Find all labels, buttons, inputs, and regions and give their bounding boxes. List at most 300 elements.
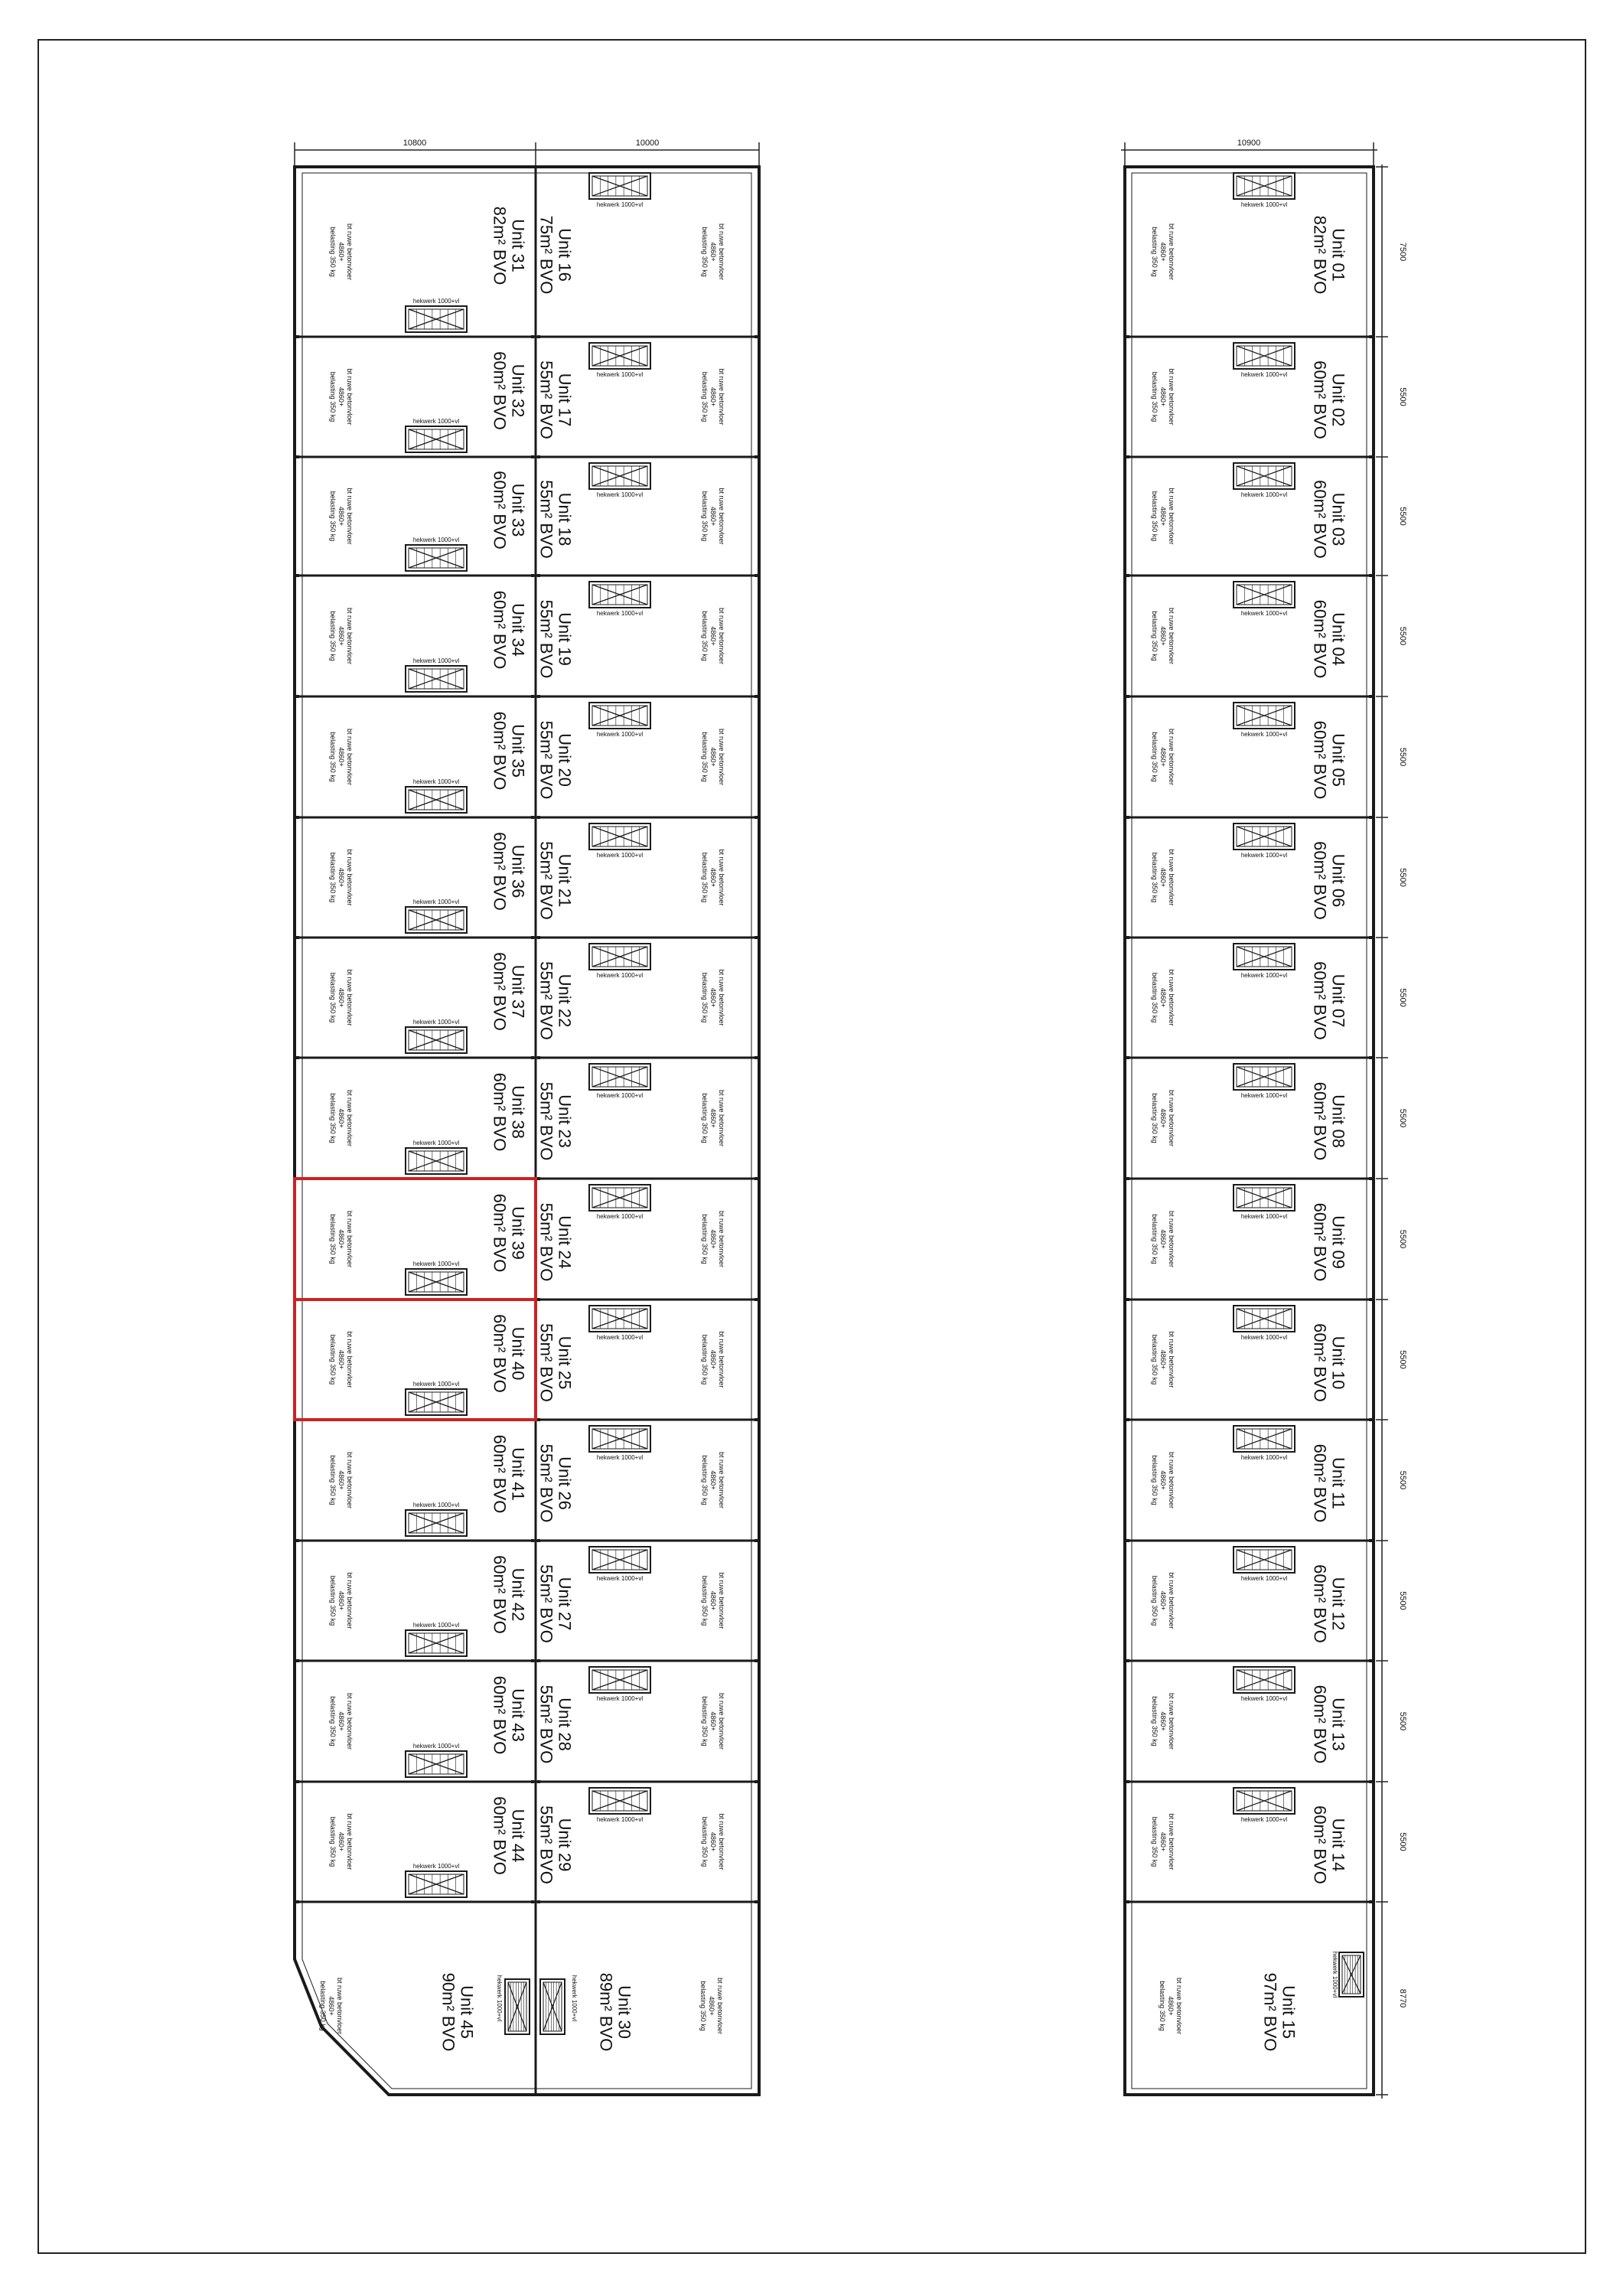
unit-cell-unit-07[interactable] xyxy=(1125,936,1374,1040)
unit-label-line-1: Unit 35 xyxy=(508,724,528,778)
unit-label-line-1: Unit 05 xyxy=(1328,733,1348,787)
railing-opening-icon xyxy=(589,173,650,199)
unit-label-line-2: 55m² BVO xyxy=(536,841,556,920)
unit-cell-unit-42[interactable] xyxy=(295,1539,536,1656)
railing-label: hekwerk 1000+vl xyxy=(1240,1092,1288,1099)
railing-opening-icon xyxy=(589,703,650,729)
floor-note-line-2: 4860+ xyxy=(337,1108,345,1128)
railing-opening-icon xyxy=(589,582,650,608)
railing-label: hekwerk 1000+vl xyxy=(412,657,460,664)
unit-cell-unit-01[interactable] xyxy=(1126,165,1372,294)
railing-label: hekwerk 1000+vl xyxy=(1240,1334,1288,1341)
dimension-label-side: 5500 xyxy=(1398,387,1407,406)
unit-cell-unit-02[interactable] xyxy=(1125,335,1374,439)
unit-cell-unit-34[interactable] xyxy=(295,574,536,692)
unit-label-line-2: 60m² BVO xyxy=(1310,480,1330,559)
railing-opening-icon xyxy=(406,1751,467,1777)
unit-label-line-2: 60m² BVO xyxy=(490,1314,510,1393)
railing-opening-icon xyxy=(406,787,467,813)
dimension-label-side: 7500 xyxy=(1398,242,1407,262)
railing-label: hekwerk 1000+vl xyxy=(596,610,644,617)
floor-note-line-1: bt ruwe betonvloer xyxy=(717,969,725,1026)
unit-cell-unit-19[interactable] xyxy=(536,574,759,678)
unit-label-line-2: 60m² BVO xyxy=(490,590,510,670)
unit-cell-unit-28[interactable] xyxy=(536,1659,759,1763)
dimension-top-west xyxy=(295,139,759,167)
units-east-column xyxy=(1125,165,1374,2051)
unit-label-line-2: 55m² BVO xyxy=(536,1081,556,1161)
floor-note-line-1: bt ruwe betonvloer xyxy=(1167,1089,1175,1147)
floor-note-line-3: belasting 350 kg xyxy=(700,972,709,1023)
floor-note-line-3: belasting 350 kg xyxy=(700,227,709,277)
floor-note-line-1: bt ruwe betonvloer xyxy=(345,1089,354,1147)
unit-label-line-1: Unit 39 xyxy=(508,1206,528,1260)
unit-cell-unit-13[interactable] xyxy=(1125,1659,1374,1763)
railing-opening-icon xyxy=(1234,1426,1295,1452)
floor-note-line-2: 4860+ xyxy=(1159,1470,1167,1490)
floor-note-line-2: 4860+ xyxy=(709,1349,717,1370)
unit-label-line-2: 60m² BVO xyxy=(490,1796,510,1875)
floor-note-line-1: bt ruwe betonvloer xyxy=(1167,223,1175,281)
unit-label-line-2: 60m² BVO xyxy=(1310,599,1330,679)
floor-note-line-3: belasting 350 kg xyxy=(328,611,337,661)
railing-label: hekwerk 1000+vl xyxy=(596,1334,644,1341)
floor-note-line-1: bt ruwe betonvloer xyxy=(345,223,354,281)
railing-opening-icon xyxy=(406,1027,467,1053)
floor-note-line-3: belasting 350 kg xyxy=(700,1696,709,1746)
floor-note-line-3: belasting 350 kg xyxy=(1150,227,1159,277)
unit-label-line-1: Unit 06 xyxy=(1328,853,1348,908)
floor-note-line-3: belasting 350 kg xyxy=(328,371,337,422)
unit-label-line-2: 55m² BVO xyxy=(536,480,556,559)
dimension-label-10000: 10000 xyxy=(635,139,660,148)
unit-cell-unit-18[interactable] xyxy=(536,455,759,559)
floor-note-line-2: 4860+ xyxy=(1159,1711,1167,1731)
unit-cell-unit-35[interactable] xyxy=(295,695,536,813)
railing-opening-icon xyxy=(1339,1952,1364,1997)
floor-note-line-2: 4860+ xyxy=(337,987,345,1008)
floor-note-line-2: 4860+ xyxy=(709,1590,717,1611)
unit-label-line-1: Unit 34 xyxy=(508,603,528,657)
floor-note-line-3: belasting 350 kg xyxy=(700,371,709,422)
floor-note-line-3: belasting 350 kg xyxy=(328,491,337,542)
unit-label-line-2: 55m² BVO xyxy=(536,720,556,800)
floor-note-line-3: belasting 350 kg xyxy=(328,852,337,903)
floor-note-line-2: 4860+ xyxy=(337,867,345,888)
unit-label-line-2: 55m² BVO xyxy=(536,1443,556,1523)
unit-cell-unit-26[interactable] xyxy=(536,1418,759,1522)
floor-note-line-1: bt ruwe betonvloer xyxy=(1167,849,1175,906)
floor-note-line-2: 4860+ xyxy=(709,867,717,888)
floor-note-line-2: 4860+ xyxy=(1159,1108,1167,1128)
floor-note-line-2: 4860+ xyxy=(337,242,345,262)
floor-note-line-1: bt ruwe betonvloer xyxy=(345,1331,354,1388)
floor-note-line-2: 4860+ xyxy=(337,1711,345,1731)
railing-label: hekwerk 1000+vl xyxy=(596,852,644,859)
floor-note-line-3: belasting 350 kg xyxy=(700,1816,709,1867)
railing-label: hekwerk 1000+vl xyxy=(496,1975,503,2022)
unit-label-line-1: Unit 17 xyxy=(555,373,575,427)
unit-cell-unit-32[interactable] xyxy=(295,335,536,452)
unit-label-line-2: 60m² BVO xyxy=(1310,360,1330,439)
railing-label: hekwerk 1000+vl xyxy=(412,899,460,905)
unit-label-line-1: Unit 24 xyxy=(555,1215,575,1269)
railing-label: hekwerk 1000+vl xyxy=(1240,1454,1288,1461)
railing-opening-icon xyxy=(1234,1788,1295,1814)
railing-label: hekwerk 1000+vl xyxy=(1240,491,1288,498)
railing-label: hekwerk 1000+vl xyxy=(596,1092,644,1099)
floor-note-line-1: bt ruwe betonvloer xyxy=(717,223,725,281)
railing-opening-icon xyxy=(589,944,650,970)
unit-label-line-1: Unit 36 xyxy=(508,844,528,899)
unit-cell-unit-16[interactable] xyxy=(536,165,758,294)
floor-note-line-3: belasting 350 kg xyxy=(328,1816,337,1867)
dimension-label-side: 5500 xyxy=(1398,1108,1407,1128)
unit-cell-unit-09[interactable] xyxy=(1125,1177,1374,1281)
railing-label: hekwerk 1000+vl xyxy=(412,418,460,425)
railing-opening-icon xyxy=(589,1185,650,1211)
unit-label-line-1: Unit 31 xyxy=(508,219,528,272)
floor-note-line-1: bt ruwe betonvloer xyxy=(345,368,354,426)
floor-note-line-2: 4860+ xyxy=(709,1229,717,1249)
floor-note-line-2: 4860+ xyxy=(709,1108,717,1128)
railing-opening-icon xyxy=(406,426,467,452)
unit-label-line-2: 60m² BVO xyxy=(1310,1081,1330,1161)
unit-label-line-1: Unit 45 xyxy=(457,1985,477,2039)
railing-opening-icon xyxy=(589,343,650,369)
floor-note-line-2: 4860+ xyxy=(709,242,717,262)
unit-cell-unit-22[interactable] xyxy=(536,936,759,1040)
unit-label-line-1: Unit 15 xyxy=(1279,1985,1299,2039)
floor-note-line-1: bt ruwe betonvloer xyxy=(1167,1572,1175,1629)
unit-label-line-2: 60m² BVO xyxy=(1310,1323,1330,1402)
railing-label: hekwerk 1000+vl xyxy=(1240,852,1288,859)
railing-label: hekwerk 1000+vl xyxy=(596,1454,644,1461)
unit-label-line-1: Unit 43 xyxy=(508,1688,528,1742)
floor-note-line-1: bt ruwe betonvloer xyxy=(345,969,354,1026)
floor-note-line-3: belasting 350 kg xyxy=(1150,732,1159,782)
unit-cell-unit-40[interactable] xyxy=(295,1298,536,1415)
unit-cell-unit-21[interactable] xyxy=(536,816,759,920)
unit-label-line-1: Unit 26 xyxy=(555,1456,575,1510)
railing-label: hekwerk 1000+vl xyxy=(412,1140,460,1146)
railing-label: hekwerk 1000+vl xyxy=(412,1743,460,1750)
railing-opening-icon xyxy=(1234,1306,1295,1332)
railing-label: hekwerk 1000+vl xyxy=(412,1622,460,1629)
unit-label-line-2: 60m² BVO xyxy=(1310,1202,1330,1282)
unit-cell-unit-25[interactable] xyxy=(536,1298,759,1402)
unit-label-line-2: 75m² BVO xyxy=(536,215,556,295)
unit-cell-unit-45[interactable] xyxy=(295,1900,536,2051)
unit-cell-unit-04[interactable] xyxy=(1125,574,1374,678)
unit-cell-unit-27[interactable] xyxy=(536,1539,759,1643)
floor-note-line-3: belasting 350 kg xyxy=(1158,1981,1166,2031)
unit-label-line-1: Unit 22 xyxy=(555,974,575,1028)
unit-label-line-2: 60m² BVO xyxy=(1310,841,1330,920)
floor-note-line-1: bt ruwe betonvloer xyxy=(345,849,354,906)
railing-label: hekwerk 1000+vl xyxy=(596,371,644,378)
railing-label: hekwerk 1000+vl xyxy=(1331,1951,1338,1998)
unit-cell-unit-29[interactable] xyxy=(536,1780,759,1884)
floor-note-line-1: bt ruwe betonvloer xyxy=(345,1692,354,1750)
floor-note-line-2: 4860+ xyxy=(337,747,345,767)
unit-label-line-2: 60m² BVO xyxy=(490,952,510,1031)
unit-cell-unit-05[interactable] xyxy=(1125,695,1374,799)
railing-label: hekwerk 1000+vl xyxy=(596,1213,644,1220)
floor-note-line-1: bt ruwe betonvloer xyxy=(345,728,354,786)
unit-cell-unit-03[interactable] xyxy=(1125,455,1374,559)
floor-note-line-3: belasting 350 kg xyxy=(328,1334,337,1385)
floor-note-line-2: 4860+ xyxy=(337,1349,345,1370)
floor-note-line-3: belasting 350 kg xyxy=(1150,1455,1159,1505)
floor-note-line-2: 4860+ xyxy=(1159,987,1167,1008)
unit-label-line-1: Unit 23 xyxy=(555,1094,575,1148)
floor-note-line-3: belasting 350 kg xyxy=(1150,1334,1159,1385)
railing-opening-icon xyxy=(406,907,467,933)
unit-label-line-2: 60m² BVO xyxy=(490,711,510,791)
floor-note-line-2: 4860+ xyxy=(337,1470,345,1490)
railing-opening-icon xyxy=(589,1306,650,1332)
floor-note-line-3: belasting 350 kg xyxy=(318,1981,327,2031)
unit-label-line-1: Unit 32 xyxy=(508,364,528,418)
railing-opening-icon xyxy=(1234,703,1295,729)
unit-label-line-1: Unit 21 xyxy=(555,853,575,908)
railing-opening-icon xyxy=(540,1979,565,2034)
floor-note-line-2: 4860+ xyxy=(1159,242,1167,262)
railing-opening-icon xyxy=(1234,1185,1295,1211)
floor-note-line-3: belasting 350 kg xyxy=(328,1214,337,1264)
railing-label: hekwerk 1000+vl xyxy=(596,201,644,208)
railing-opening-icon xyxy=(1234,944,1295,970)
units-west-column xyxy=(295,165,536,2051)
unit-label-line-2: 60m² BVO xyxy=(490,1072,510,1152)
floor-note-line-1: bt ruwe betonvloer xyxy=(717,1089,725,1147)
railing-opening-icon xyxy=(1234,1547,1295,1573)
railing-opening-icon xyxy=(589,1426,650,1452)
unit-label-line-1: Unit 20 xyxy=(555,733,575,787)
dimension-label-side: 5500 xyxy=(1398,868,1407,887)
floor-note-line-1: bt ruwe betonvloer xyxy=(1167,488,1175,545)
floor-note-line-1: bt ruwe betonvloer xyxy=(1175,1977,1183,2035)
unit-cell-unit-31[interactable] xyxy=(296,165,534,332)
unit-label-line-1: Unit 12 xyxy=(1328,1577,1348,1631)
unit-label-line-1: Unit 07 xyxy=(1328,974,1348,1028)
unit-label-line-1: Unit 14 xyxy=(1328,1818,1348,1872)
floor-note-line-3: belasting 350 kg xyxy=(328,732,337,782)
floor-note-line-3: belasting 350 kg xyxy=(1150,852,1159,903)
floor-note-line-3: belasting 350 kg xyxy=(328,1093,337,1143)
unit-label-line-2: 55m² BVO xyxy=(536,961,556,1040)
unit-label-line-2: 60m² BVO xyxy=(490,1675,510,1755)
floor-note-line-3: belasting 350 kg xyxy=(1150,1214,1159,1264)
unit-label-line-1: Unit 40 xyxy=(508,1326,528,1381)
floor-note-line-2: 4860+ xyxy=(709,626,717,646)
railing-label: hekwerk 1000+vl xyxy=(1240,1575,1288,1582)
unit-cell-unit-12[interactable] xyxy=(1125,1539,1374,1643)
floor-note-line-2: 4860+ xyxy=(709,386,717,407)
floor-note-line-1: bt ruwe betonvloer xyxy=(1167,969,1175,1026)
floor-note-line-3: belasting 350 kg xyxy=(699,1981,707,2031)
unit-cell-unit-14[interactable] xyxy=(1125,1780,1374,1884)
floor-note-line-1: bt ruwe betonvloer xyxy=(345,488,354,545)
dimension-top-east xyxy=(1121,139,1377,167)
unit-label-line-2: 60m² BVO xyxy=(1310,1684,1330,1764)
unit-cell-unit-23[interactable] xyxy=(536,1056,759,1160)
unit-label-line-1: Unit 19 xyxy=(555,612,575,666)
unit-label-line-2: 55m² BVO xyxy=(536,1684,556,1764)
floor-note-line-1: bt ruwe betonvloer xyxy=(717,368,725,426)
floor-note-line-3: belasting 350 kg xyxy=(1150,1093,1159,1143)
sheet-border xyxy=(38,40,1586,2253)
floor-note-line-1: bt ruwe betonvloer xyxy=(335,1977,344,2035)
railing-opening-icon xyxy=(589,463,650,489)
unit-cell-unit-44[interactable] xyxy=(295,1780,536,1897)
railing-label: hekwerk 1000+vl xyxy=(412,1019,460,1026)
unit-label-line-1: Unit 29 xyxy=(555,1818,575,1872)
railing-label: hekwerk 1000+vl xyxy=(596,1695,644,1702)
railing-label: hekwerk 1000+vl xyxy=(412,536,460,543)
floor-note-line-1: bt ruwe betonvloer xyxy=(1167,1813,1175,1870)
unit-cell-unit-30[interactable] xyxy=(536,1900,759,2051)
unit-cell-unit-43[interactable] xyxy=(295,1659,536,1777)
unit-cell-unit-06[interactable] xyxy=(1125,816,1374,920)
floor-note-line-1: bt ruwe betonvloer xyxy=(1167,1210,1175,1268)
floor-note-line-2: 4860+ xyxy=(337,506,345,527)
floor-note-line-3: belasting 350 kg xyxy=(700,732,709,782)
floor-note-line-1: bt ruwe betonvloer xyxy=(717,1692,725,1750)
railing-label: hekwerk 1000+vl xyxy=(596,491,644,498)
dimension-label-side: 5500 xyxy=(1398,988,1407,1007)
railing-opening-icon xyxy=(1234,582,1295,608)
unit-label-line-2: 60m² BVO xyxy=(490,832,510,911)
dimension-label-10800: 10800 xyxy=(402,139,427,148)
unit-label-line-1: Unit 25 xyxy=(555,1336,575,1390)
dimension-label-side: 5500 xyxy=(1398,1350,1407,1369)
floor-note-line-2: 4860+ xyxy=(709,987,717,1008)
unit-label-line-2: 60m² BVO xyxy=(490,471,510,550)
floor-note-line-1: bt ruwe betonvloer xyxy=(717,1813,725,1870)
dimension-label-side: 5500 xyxy=(1398,507,1407,526)
floor-note-line-2: 4860+ xyxy=(1159,386,1167,407)
railing-opening-icon xyxy=(1234,463,1295,489)
unit-label-line-1: Unit 27 xyxy=(555,1577,575,1631)
unit-cell-unit-39[interactable] xyxy=(295,1177,536,1295)
unit-cell-unit-41[interactable] xyxy=(295,1418,536,1536)
unit-label-line-2: 60m² BVO xyxy=(1310,961,1330,1040)
unit-label-line-2: 82m² BVO xyxy=(490,206,510,285)
railing-label: hekwerk 1000+vl xyxy=(1240,731,1288,738)
floor-note-line-2: 4860+ xyxy=(707,1996,715,2016)
unit-cell-unit-20[interactable] xyxy=(536,695,759,799)
floor-note-line-3: belasting 350 kg xyxy=(700,1575,709,1626)
floor-note-line-3: belasting 350 kg xyxy=(1150,1816,1159,1867)
railing-label: hekwerk 1000+vl xyxy=(412,778,460,785)
unit-label-line-2: 60m² BVO xyxy=(1310,1564,1330,1643)
floor-note-line-2: 4860+ xyxy=(1159,1831,1167,1852)
unit-label-line-2: 82m² BVO xyxy=(1310,215,1330,295)
unit-label-line-1: Unit 13 xyxy=(1328,1698,1348,1751)
floor-note-line-1: bt ruwe betonvloer xyxy=(1167,1331,1175,1388)
unit-cell-unit-17[interactable] xyxy=(536,335,759,439)
unit-label-line-2: 60m² BVO xyxy=(1310,1805,1330,1884)
unit-label-line-1: Unit 03 xyxy=(1328,492,1348,546)
dimension-label-side: 5500 xyxy=(1398,1711,1407,1731)
floor-note-line-3: belasting 350 kg xyxy=(700,1093,709,1143)
unit-cell-unit-33[interactable] xyxy=(295,455,536,571)
unit-cell-unit-08[interactable] xyxy=(1125,1056,1374,1160)
unit-label-line-1: Unit 42 xyxy=(508,1567,528,1622)
unit-cell-unit-10[interactable] xyxy=(1125,1298,1374,1402)
unit-cell-unit-36[interactable] xyxy=(295,816,536,933)
unit-label-line-1: Unit 30 xyxy=(614,1985,634,2039)
railing-opening-icon xyxy=(589,1667,650,1693)
floor-note-line-1: bt ruwe betonvloer xyxy=(717,1572,725,1629)
railing-opening-icon xyxy=(406,306,467,332)
railing-label: hekwerk 1000+vl xyxy=(412,1863,460,1870)
railing-label: hekwerk 1000+vl xyxy=(571,1975,578,2022)
floor-note-line-3: belasting 350 kg xyxy=(1150,611,1159,661)
floor-note-line-1: bt ruwe betonvloer xyxy=(1167,1692,1175,1750)
unit-cell-unit-24[interactable] xyxy=(536,1177,759,1281)
floor-note-line-1: bt ruwe betonvloer xyxy=(345,1572,354,1629)
floor-note-line-3: belasting 350 kg xyxy=(700,1455,709,1505)
floor-note-line-3: belasting 350 kg xyxy=(328,1575,337,1626)
railing-opening-icon xyxy=(1234,823,1295,850)
floor-note-line-3: belasting 350 kg xyxy=(700,1214,709,1264)
dimension-label-side: 5500 xyxy=(1398,1832,1407,1851)
railing-label: hekwerk 1000+vl xyxy=(1240,610,1288,617)
floor-note-line-1: bt ruwe betonvloer xyxy=(717,1451,725,1509)
railing-label: hekwerk 1000+vl xyxy=(1240,371,1288,378)
floor-note-line-3: belasting 350 kg xyxy=(700,1334,709,1385)
railing-label: hekwerk 1000+vl xyxy=(1240,1213,1288,1220)
railing-opening-icon xyxy=(406,1269,467,1295)
railing-opening-icon xyxy=(406,1148,467,1174)
unit-cell-unit-15[interactable] xyxy=(1125,1900,1374,2051)
railing-label: hekwerk 1000+vl xyxy=(596,731,644,738)
railing-opening-icon xyxy=(406,1510,467,1536)
unit-label-line-1: Unit 09 xyxy=(1328,1215,1348,1269)
dimension-label-side: 5500 xyxy=(1398,1470,1407,1490)
railing-opening-icon xyxy=(1234,1064,1295,1090)
railing-opening-icon xyxy=(589,1064,650,1090)
floor-note-line-2: 4860+ xyxy=(709,1711,717,1731)
railing-opening-icon xyxy=(589,823,650,850)
floor-note-line-2: 4860+ xyxy=(1159,747,1167,767)
unit-cell-unit-38[interactable] xyxy=(295,1056,536,1174)
floor-note-line-3: belasting 350 kg xyxy=(700,852,709,903)
floor-note-line-3: belasting 350 kg xyxy=(328,1696,337,1746)
floor-note-line-2: 4860+ xyxy=(1159,1349,1167,1370)
unit-label-line-2: 60m² BVO xyxy=(490,1193,510,1273)
railing-label: hekwerk 1000+vl xyxy=(412,1261,460,1267)
floor-note-line-2: 4860+ xyxy=(1159,867,1167,888)
unit-cell-unit-11[interactable] xyxy=(1125,1418,1374,1522)
floor-note-line-2: 4860+ xyxy=(1159,1229,1167,1249)
railing-label: hekwerk 1000+vl xyxy=(1240,972,1288,979)
unit-cell-unit-37[interactable] xyxy=(295,936,536,1053)
railing-label: hekwerk 1000+vl xyxy=(596,1575,644,1582)
railing-label: hekwerk 1000+vl xyxy=(412,298,460,305)
unit-label-line-1: Unit 16 xyxy=(555,228,575,282)
railing-label: hekwerk 1000+vl xyxy=(596,1816,644,1823)
floor-note-line-2: 4860+ xyxy=(337,1831,345,1852)
floor-note-line-1: bt ruwe betonvloer xyxy=(1167,728,1175,786)
floor-note-line-1: bt ruwe betonvloer xyxy=(717,1331,725,1388)
unit-label-line-1: Unit 28 xyxy=(555,1698,575,1751)
railing-opening-icon xyxy=(1234,343,1295,369)
unit-label-line-1: Unit 41 xyxy=(508,1447,528,1501)
